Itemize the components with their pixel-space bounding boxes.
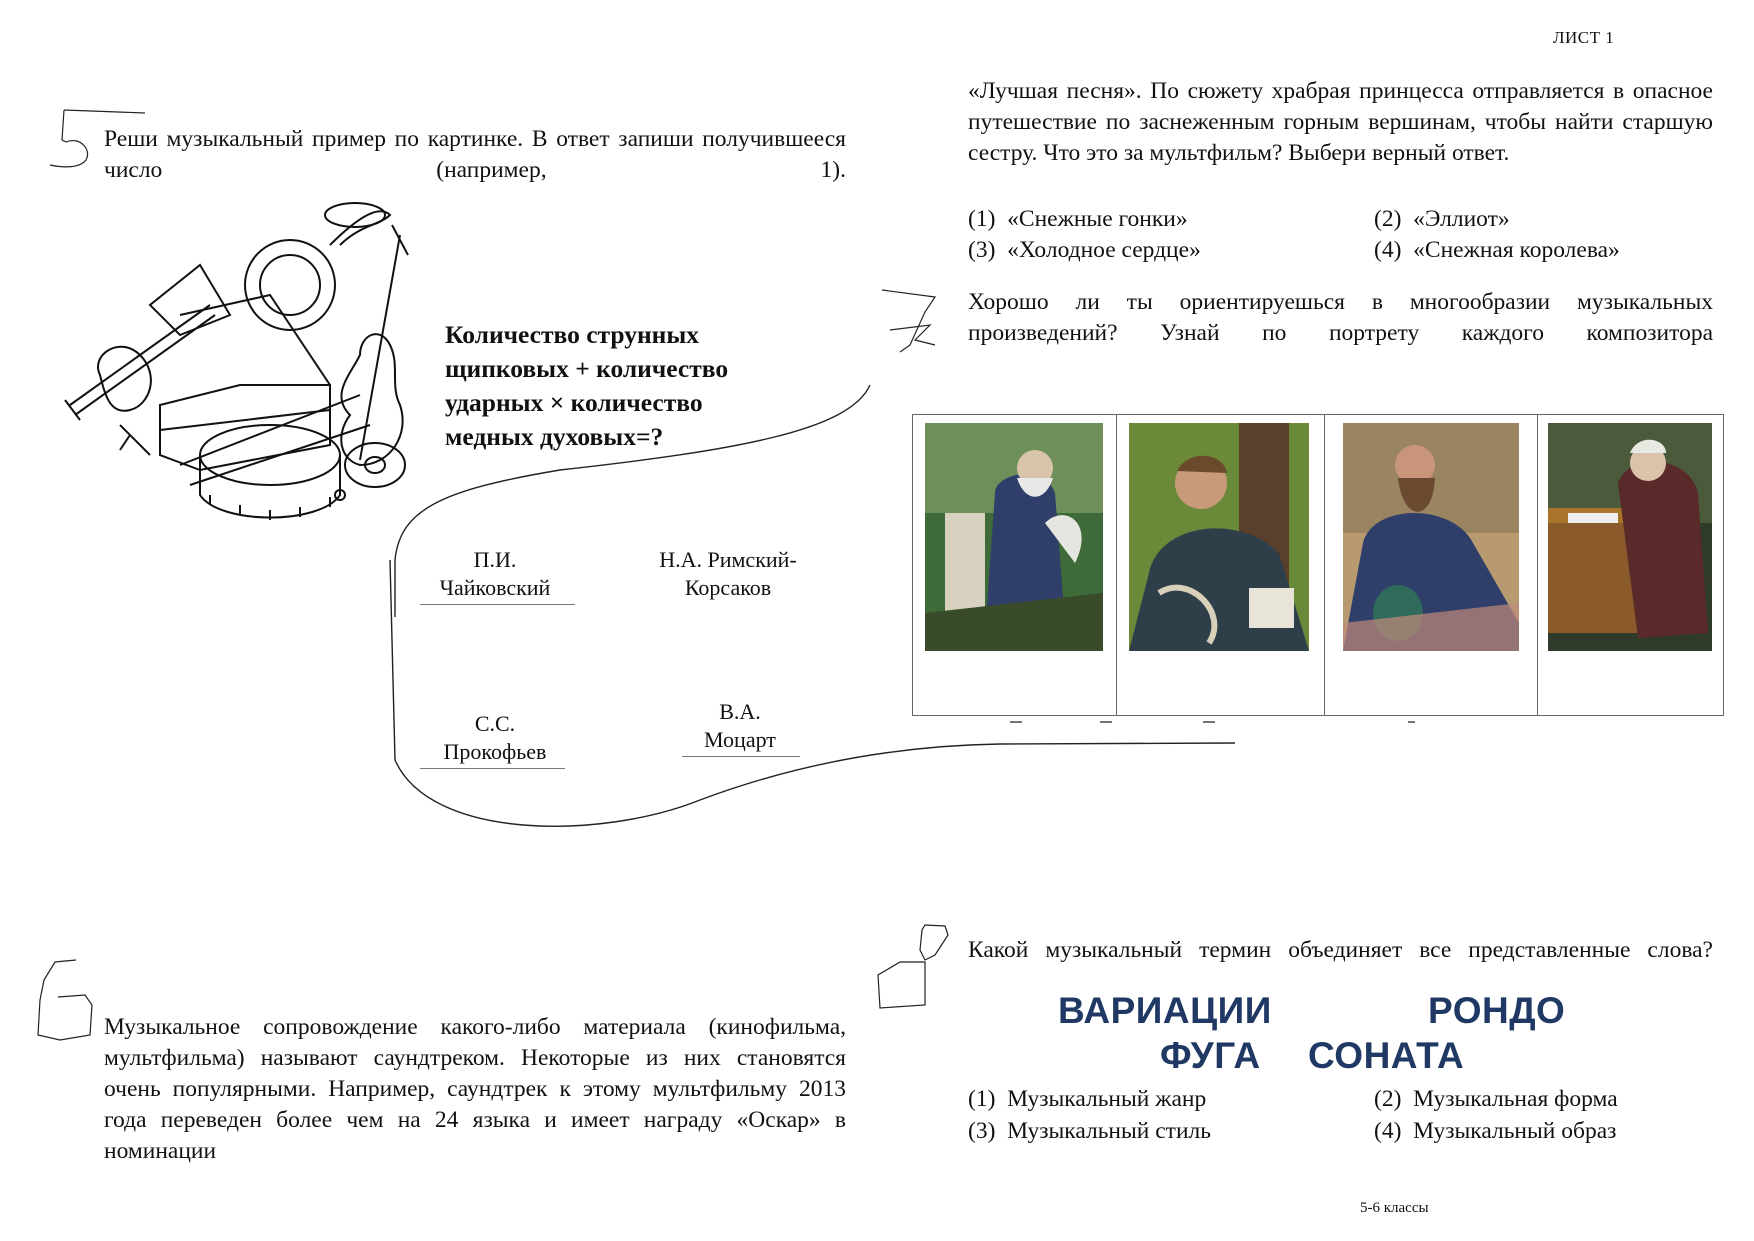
task8-option-1[interactable]: (1) Музыкальный жанр <box>968 1086 1207 1112</box>
instruments-illustration <box>60 195 440 570</box>
sheet-label: ЛИСТ 1 <box>1553 28 1615 47</box>
task6-text-part1: Музыкальное сопровождение какого-либо материала (кинофильма, мультфильма) называют саундтреком. Некоторые из них становятся очень популярными. Например, саундтрек к этому мультфильму 2013 года переведен более чем на 24 языка и имеет награду «Оскар» в номинации <box>104 1014 846 1164</box>
drum-icon <box>200 425 340 485</box>
portrait-cell-3[interactable] <box>1324 415 1537 716</box>
task8-option-4[interactable]: (4) Музыкальный образ <box>1374 1118 1617 1144</box>
answer-line <box>420 604 575 605</box>
task8-option-3[interactable]: (3) Музыкальный стиль <box>968 1118 1211 1144</box>
answer-dashes <box>960 718 1420 728</box>
portrait-cell-4[interactable] <box>1538 415 1724 716</box>
composer-label-4: В.А. Моцарт <box>704 699 776 752</box>
task5-formula: Количество струнных щипковых + количество ударных × количество медных духовых=? <box>445 320 729 451</box>
term-fugue: ФУГА <box>1160 1035 1261 1076</box>
task6-option-1[interactable]: (1) «Снежные гонки» <box>968 206 1188 232</box>
portrait-table <box>912 414 1724 716</box>
french-horn-icon <box>245 240 335 330</box>
task6-text-part2: «Лучшая песня». По сюжету храбрая принцесса отправляется в опасное путешествие по заснеженным горным вершинам, чтобы найти старшую сестру. Что это за мультфильм? Выбери верный ответ. <box>968 78 1713 166</box>
task6-option-2[interactable]: (2) «Эллиот» <box>1374 206 1510 232</box>
term-variations: ВАРИАЦИИ <box>1058 990 1272 1031</box>
composer-label-2: Н.А. Римский- Корсаков <box>659 547 797 600</box>
composer-label-1: П.И. Чайковский <box>439 547 551 600</box>
term-rondo: РОНДО <box>1428 990 1566 1031</box>
composer-label-3: С.С. Прокофьев <box>443 711 547 764</box>
portrait-image-2 <box>1129 423 1309 651</box>
portrait-image-3 <box>1343 423 1519 651</box>
number-7-drawing <box>882 290 935 352</box>
grade-label: 5-6 классы <box>1360 1200 1429 1216</box>
task8-option-2[interactable]: (2) Музыкальная форма <box>1374 1086 1618 1112</box>
answer-line <box>420 768 565 769</box>
portrait-cell-1[interactable] <box>913 415 1117 716</box>
portrait-image-4 <box>1548 423 1712 651</box>
task6-option-4[interactable]: (4) «Снежная королева» <box>1374 237 1620 263</box>
task7-text: Хорошо ли ты ориентируешься в многообразии музыкальных произведений? Узнай по портрету каждого композитора <box>968 289 1713 346</box>
task5-text: Реши музыкальный пример по картинке. В ответ запиши получившееся число (например, 1). <box>104 126 846 183</box>
portrait-image-1 <box>925 423 1103 651</box>
number-6-drawing <box>38 960 92 1040</box>
task6-option-3[interactable]: (3) «Холодное сердце» <box>968 237 1201 263</box>
number-8-drawing <box>878 925 948 1008</box>
answer-line <box>682 756 800 757</box>
task8-text: Какой музыкальный термин объединяет все представленные слова? <box>968 937 1713 963</box>
portrait-cell-2[interactable] <box>1117 415 1324 716</box>
cymbal-icon <box>345 443 405 487</box>
term-sonata: СОНАТА <box>1308 1035 1465 1076</box>
